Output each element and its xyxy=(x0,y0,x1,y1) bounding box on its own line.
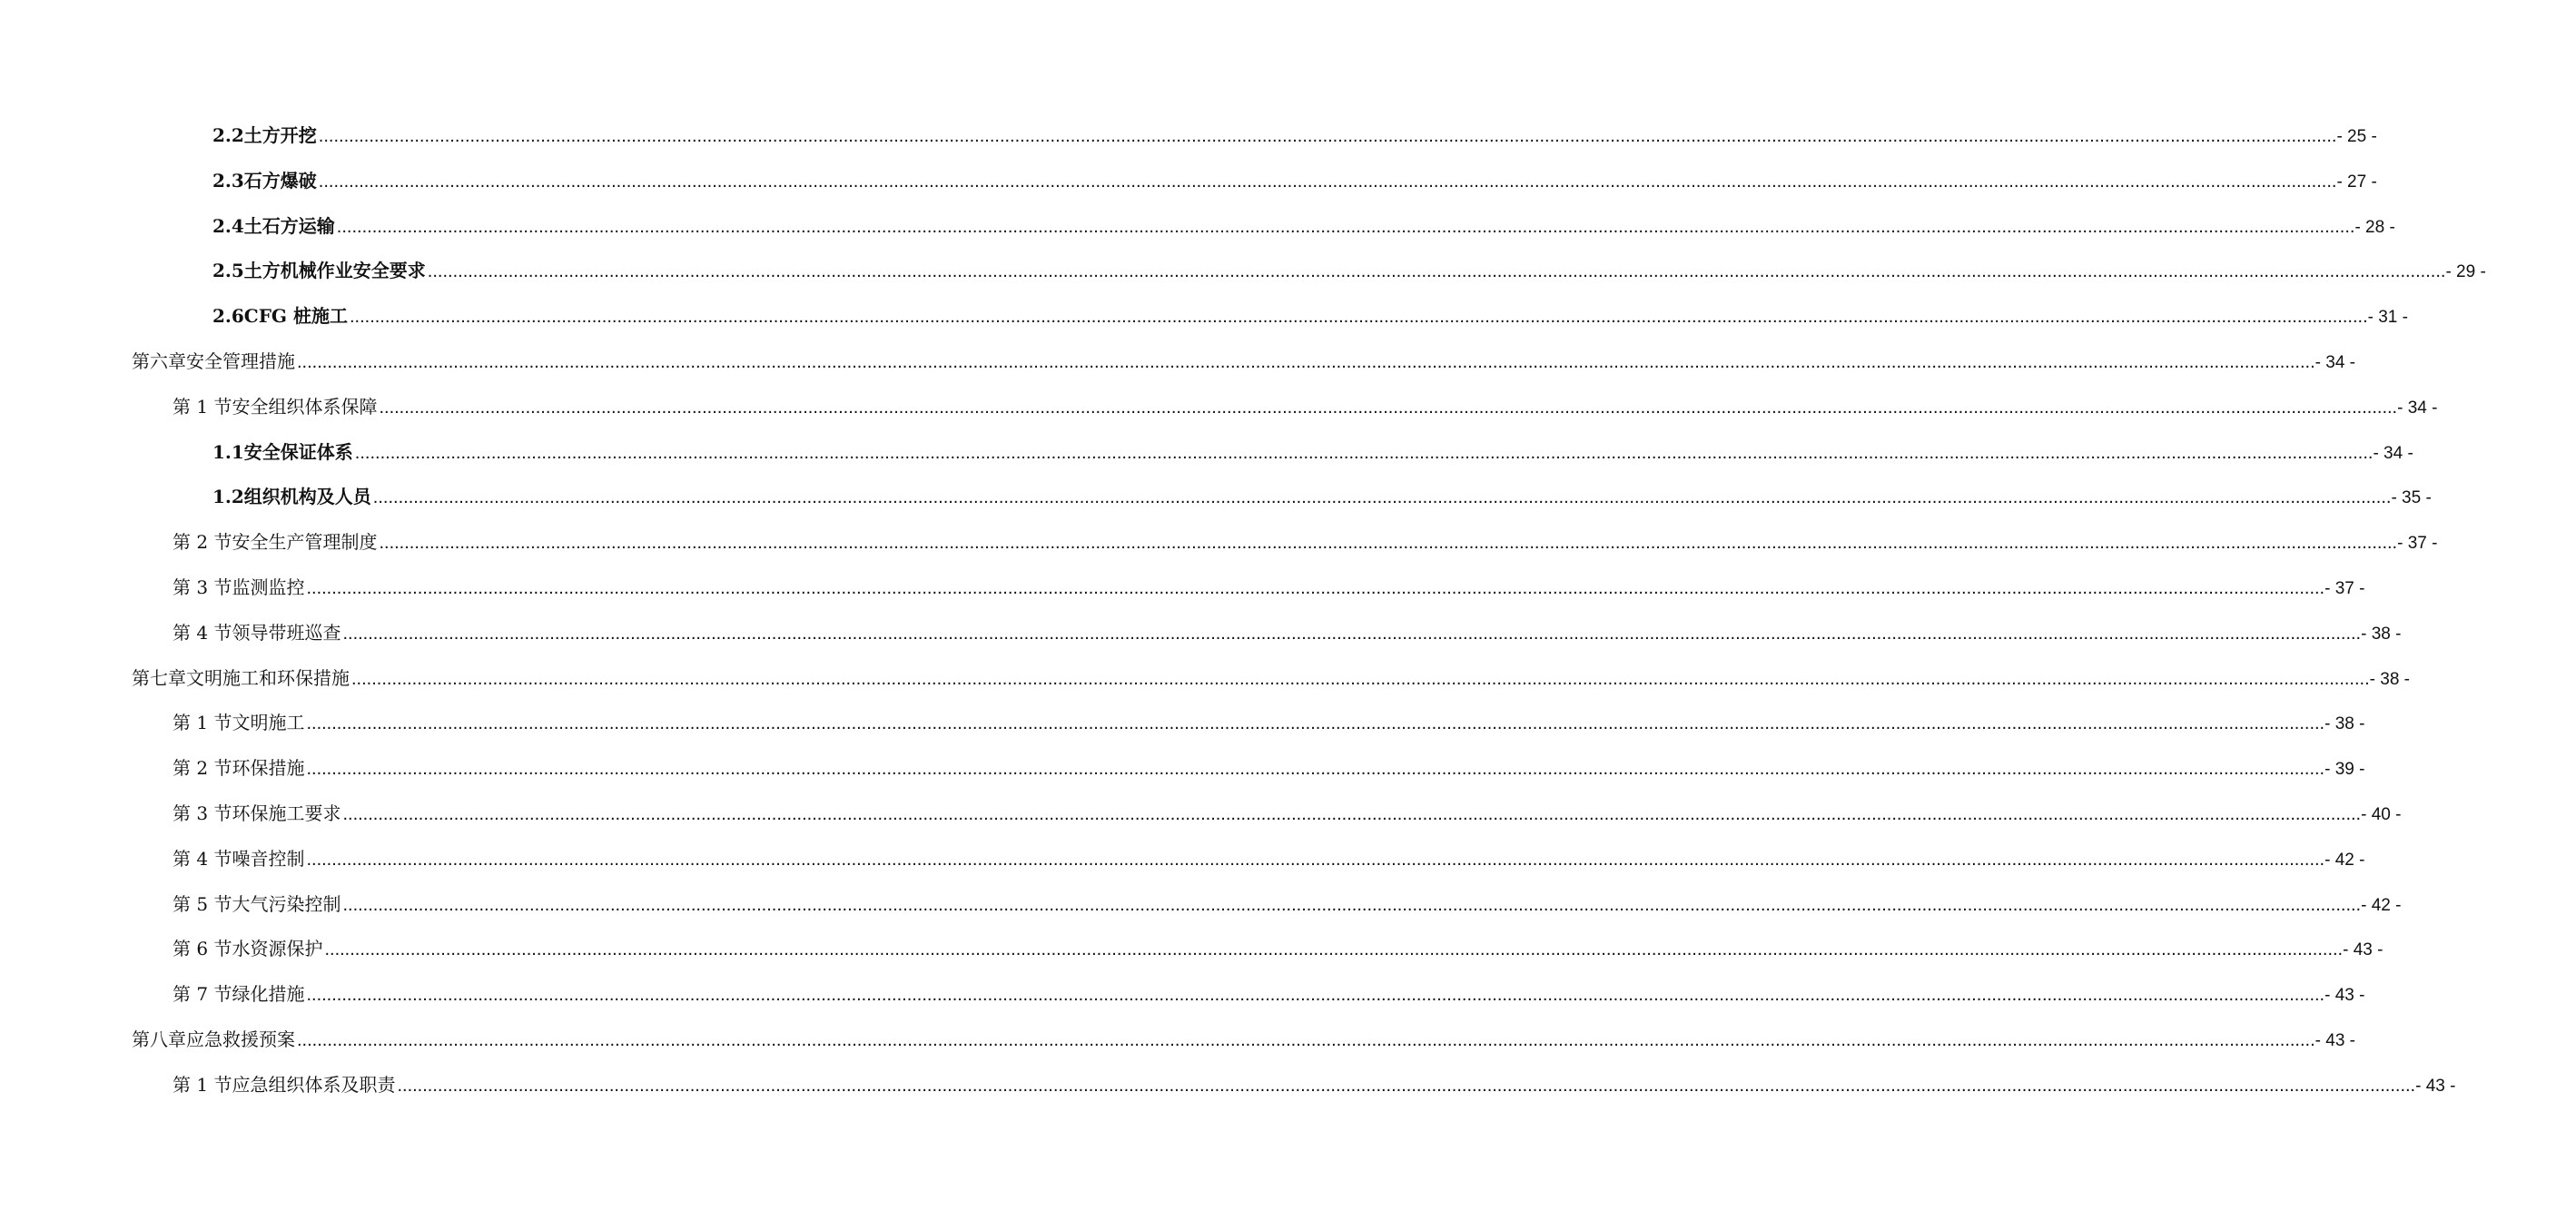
toc-entry-title: 土方机械作业安全要求 xyxy=(243,260,426,282)
toc-entry-number: 2.5 xyxy=(212,260,244,282)
toc-entry[interactable] xyxy=(0,792,2402,837)
toc-dot-leader: ................................................................................................................................................................................................................................................................................................................................................................................................................ xyxy=(379,533,2398,554)
toc-entry-number: 第 3 节 xyxy=(173,802,232,824)
toc-entry-title: 大气污染控制 xyxy=(232,892,341,915)
toc-entry-title: 土方开挖 xyxy=(243,124,317,146)
toc-entry-title: 监测监控 xyxy=(232,576,305,598)
toc-entry-number: 第 1 节 xyxy=(173,395,232,418)
toc-entry[interactable] xyxy=(0,972,2365,1018)
toc-entry-page: - 25 - xyxy=(2336,127,2377,146)
toc-dot-leader: ................................................................................................................................................................................................................................................................................................................................................................................................................ xyxy=(306,759,2325,780)
toc-dot-leader: ................................................................................................................................................................................................................................................................................................................................................................................................................ xyxy=(318,171,2337,192)
toc-entry[interactable] xyxy=(0,746,2365,792)
toc-entry-title: 安全保证体系 xyxy=(243,440,353,463)
toc-entry-number: 第 1 节 xyxy=(173,712,232,734)
toc-dot-leader: ................................................................................................................................................................................................................................................................................................................................................................................................................ xyxy=(342,803,2362,824)
toc-entry-number: 2.6 xyxy=(212,305,244,328)
toc-dot-leader: ................................................................................................................................................................................................................................................................................................................................................................................................................ xyxy=(397,1075,2416,1096)
toc-dot-leader: ................................................................................................................................................................................................................................................................................................................................................................................................................ xyxy=(372,487,2392,508)
toc-entry-number: 1.2 xyxy=(212,486,244,508)
toc-entry-page: - 42 - xyxy=(2324,850,2365,870)
toc-entry-title: 安全生产管理制度 xyxy=(232,531,378,554)
toc-dot-leader: ................................................................................................................................................................................................................................................................................................................................................................................................................ xyxy=(318,126,2337,146)
toc-entry-number: 第 6 节 xyxy=(173,938,232,960)
toc-entry-number: 第 4 节 xyxy=(173,621,232,644)
toc-entry-page: - 34 - xyxy=(2314,352,2356,372)
toc-entry-number: 第 2 节 xyxy=(173,757,232,780)
toc-entry[interactable] xyxy=(0,159,2377,204)
toc-entry-title: 噪音控制 xyxy=(232,847,305,870)
toc-entry[interactable] xyxy=(0,927,2384,972)
toc-dot-leader: ................................................................................................................................................................................................................................................................................................................................................................................................................ xyxy=(379,397,2398,418)
toc-dot-leader: ................................................................................................................................................................................................................................................................................................................................................................................................................ xyxy=(342,894,2362,915)
toc-entry-page: - 37 - xyxy=(2397,534,2438,554)
toc-entry-page: - 38 - xyxy=(2324,714,2365,734)
toc-entry-title: 领导带班巡查 xyxy=(232,621,341,644)
toc-dot-leader: ................................................................................................................................................................................................................................................................................................................................................................................................................ xyxy=(324,940,2344,960)
toc-entry-page: - 42 - xyxy=(2361,895,2402,915)
toc-entry-number: 第七章 xyxy=(132,666,186,689)
toc-dot-leader: ................................................................................................................................................................................................................................................................................................................................................................................................................ xyxy=(354,442,2374,463)
toc-entry-title: 水资源保护 xyxy=(232,938,323,960)
toc-entry[interactable] xyxy=(0,204,2395,250)
toc-entry[interactable] xyxy=(0,837,2365,882)
toc-entry-title: 安全组织体系保障 xyxy=(232,395,378,418)
toc-entry-page: - 34 - xyxy=(2373,443,2413,463)
toc-dot-leader: ................................................................................................................................................................................................................................................................................................................................................................................................................ xyxy=(342,623,2362,644)
toc-entry-title: 环保措施 xyxy=(232,757,305,780)
toc-dot-leader: ................................................................................................................................................................................................................................................................................................................................................................................................................ xyxy=(306,713,2325,734)
toc-entry[interactable] xyxy=(0,656,2411,702)
toc-entry-title: CFG 桩施工 xyxy=(243,305,348,328)
toc-entry-page: - 34 - xyxy=(2397,398,2438,418)
toc-entry-page: - 35 - xyxy=(2391,488,2432,508)
toc-entry-number: 第 2 节 xyxy=(173,531,232,554)
toc-entry[interactable] xyxy=(0,249,2486,294)
toc-entry-page: - 38 - xyxy=(2361,624,2402,644)
toc-entry-page: - 43 - xyxy=(2314,1030,2356,1050)
toc-entry[interactable] xyxy=(0,611,2402,656)
toc-entry-page: - 38 - xyxy=(2369,669,2411,689)
toc-entry-number: 1.1 xyxy=(212,440,244,463)
toc-entry-page: - 40 - xyxy=(2361,804,2402,824)
toc-entry-title: 安全管理措施 xyxy=(186,349,295,372)
toc-entry[interactable] xyxy=(0,294,2408,339)
toc-entry[interactable] xyxy=(0,882,2402,928)
toc-dot-leader: ................................................................................................................................................................................................................................................................................................................................................................................................................ xyxy=(351,668,2370,689)
toc-entry-title: 文明施工 xyxy=(232,712,305,734)
toc-entry-number: 第八章 xyxy=(132,1028,186,1050)
toc-dot-leader: ................................................................................................................................................................................................................................................................................................................................................................................................................ xyxy=(297,351,2315,372)
toc-dot-leader: ................................................................................................................................................................................................................................................................................................................................................................................................................ xyxy=(306,849,2325,870)
toc-entry-number: 2.3 xyxy=(212,169,244,192)
toc-entry-number: 2.4 xyxy=(212,214,244,237)
toc-dot-leader: ................................................................................................................................................................................................................................................................................................................................................................................................................ xyxy=(297,1029,2315,1050)
toc-entry[interactable] xyxy=(0,385,2438,430)
toc-entry-title: 组织机构及人员 xyxy=(243,486,371,508)
toc-entry-number: 第 3 节 xyxy=(173,576,232,598)
toc-dot-leader: ................................................................................................................................................................................................................................................................................................................................................................................................................ xyxy=(349,307,2368,328)
toc-entry[interactable] xyxy=(0,113,2377,159)
toc-entry-title: 土石方运输 xyxy=(243,214,335,237)
toc-entry[interactable] xyxy=(0,475,2432,520)
table-of-contents xyxy=(0,113,2486,1108)
toc-entry[interactable] xyxy=(0,1018,2356,1063)
toc-dot-leader: ................................................................................................................................................................................................................................................................................................................................................................................................................ xyxy=(336,216,2355,237)
toc-entry-title: 石方爆破 xyxy=(243,169,317,192)
toc-entry-title: 绿化措施 xyxy=(232,983,305,1006)
toc-entry-page: - 43 - xyxy=(2415,1076,2456,1096)
toc-entry-page: - 39 - xyxy=(2324,760,2365,780)
toc-entry[interactable] xyxy=(0,339,2356,385)
toc-entry-page: - 31 - xyxy=(2367,308,2408,328)
toc-dot-leader: ................................................................................................................................................................................................................................................................................................................................................................................................................ xyxy=(427,261,2446,282)
toc-entry[interactable] xyxy=(0,566,2365,611)
toc-entry-number: 第 5 节 xyxy=(173,892,232,915)
toc-entry-page: - 27 - xyxy=(2336,172,2377,192)
toc-entry-page: - 29 - xyxy=(2445,262,2486,282)
toc-entry-number: 第 7 节 xyxy=(173,983,232,1006)
toc-entry-number: 第 1 节 xyxy=(173,1073,232,1096)
toc-entry-page: - 37 - xyxy=(2324,578,2365,598)
toc-entry-page: - 43 - xyxy=(2343,940,2384,960)
toc-entry-title: 环保施工要求 xyxy=(232,802,341,824)
toc-entry[interactable] xyxy=(0,430,2413,476)
toc-entry-page: - 28 - xyxy=(2354,217,2395,237)
toc-entry-number: 第 4 节 xyxy=(173,847,232,870)
toc-entry[interactable] xyxy=(0,701,2365,746)
toc-entry-title: 文明施工和环保措施 xyxy=(186,666,350,689)
toc-entry-page: - 43 - xyxy=(2324,986,2365,1006)
toc-entry-title: 应急救援预案 xyxy=(186,1028,295,1050)
toc-dot-leader: ................................................................................................................................................................................................................................................................................................................................................................................................................ xyxy=(306,577,2325,598)
toc-entry-number: 2.2 xyxy=(212,124,244,146)
toc-entry[interactable] xyxy=(0,520,2438,566)
toc-dot-leader: ................................................................................................................................................................................................................................................................................................................................................................................................................ xyxy=(306,985,2325,1006)
toc-entry-title: 应急组织体系及职责 xyxy=(232,1073,396,1096)
toc-entry-number: 第六章 xyxy=(132,349,186,372)
toc-entry[interactable] xyxy=(0,1063,2456,1108)
